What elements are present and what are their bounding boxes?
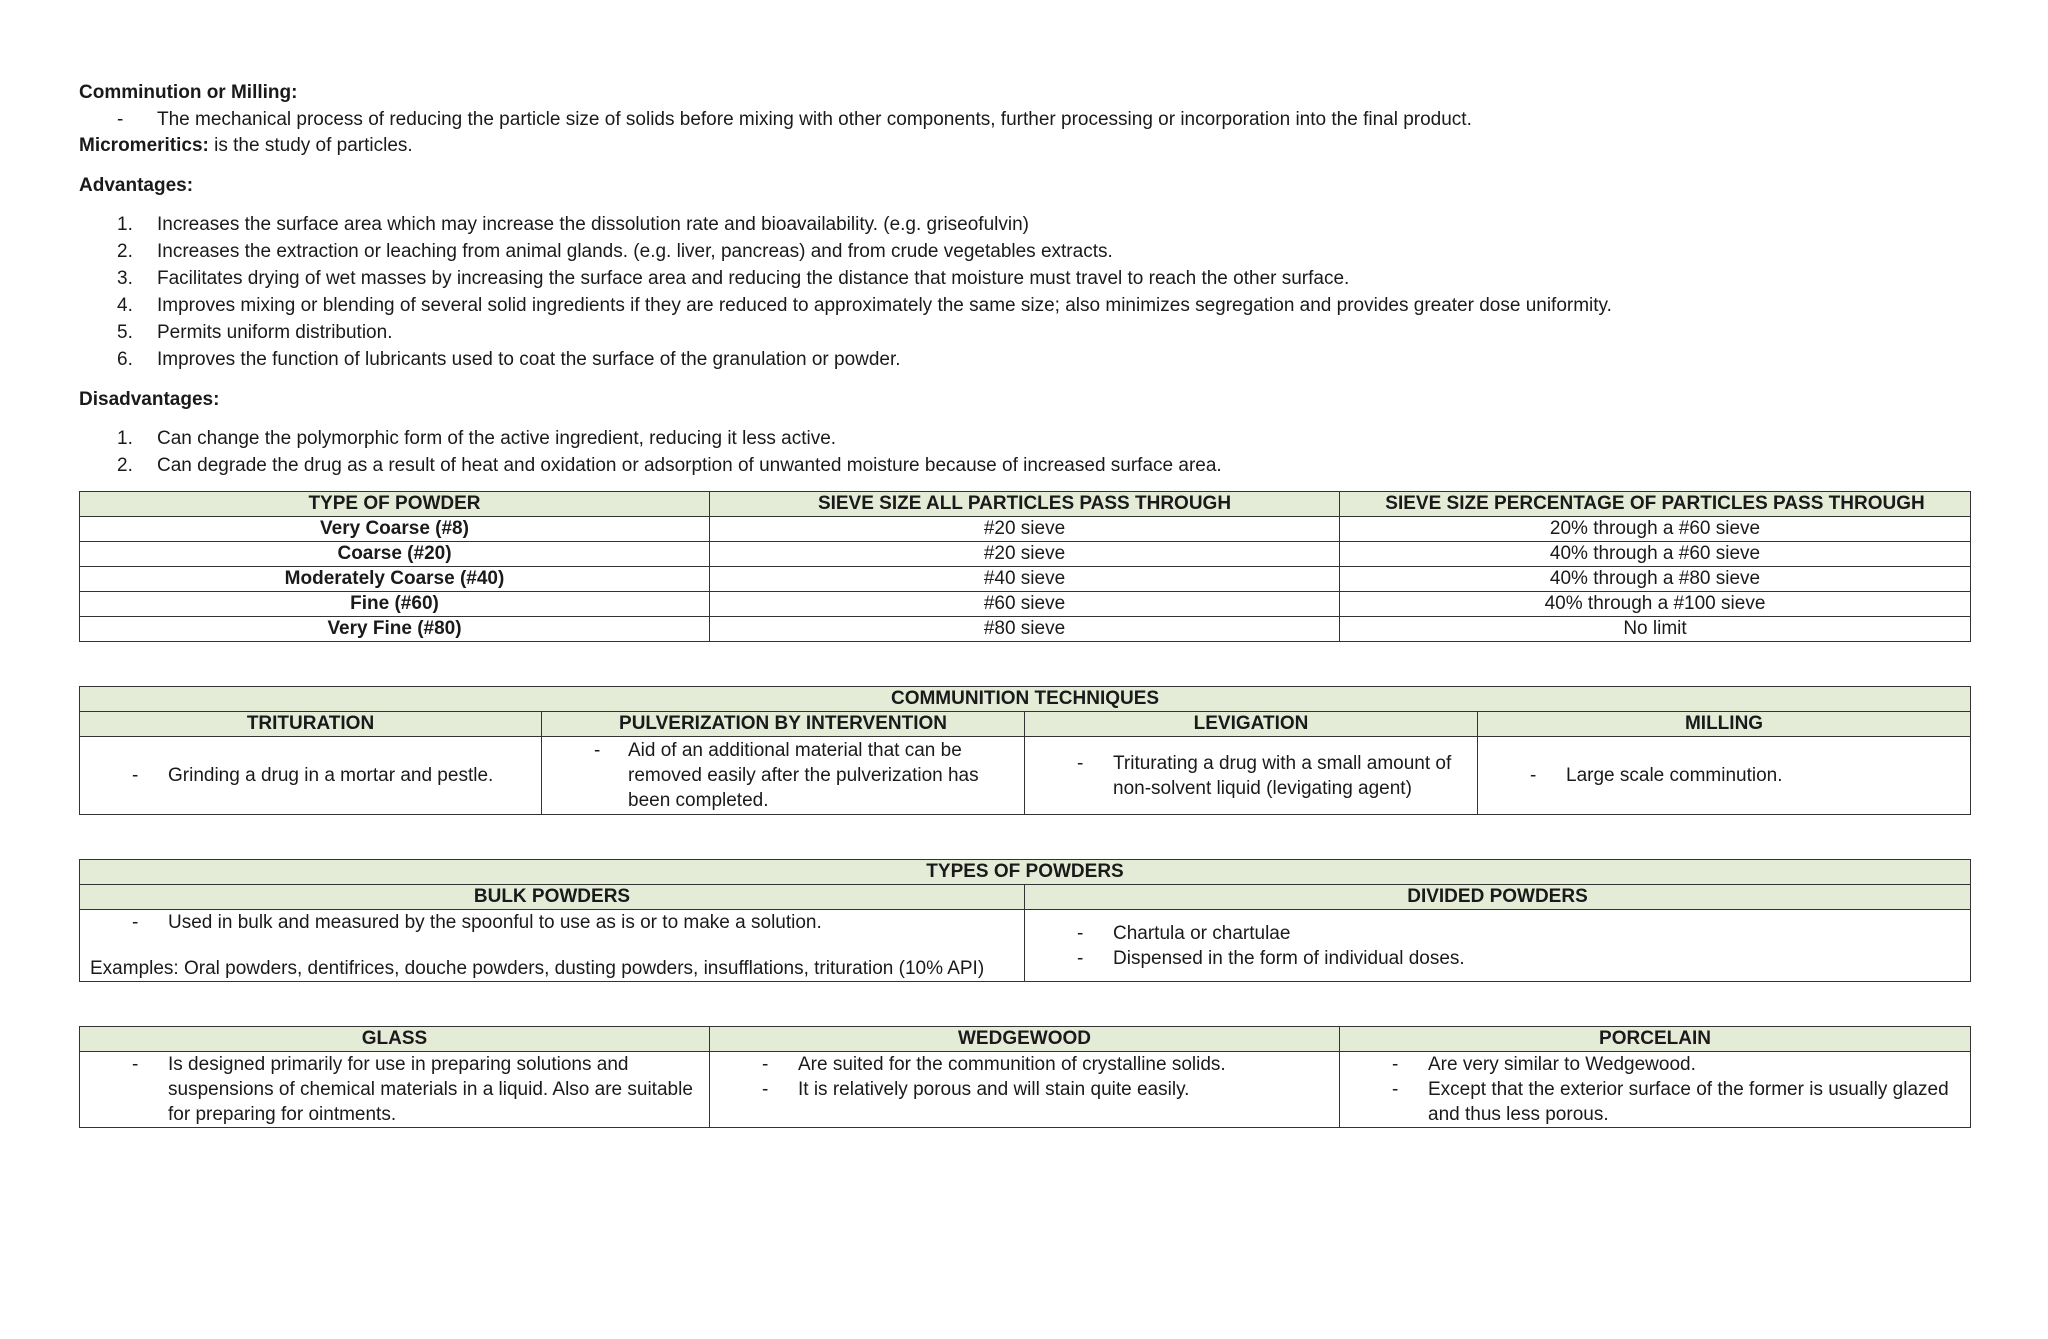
mortar-types-table bbox=[79, 1026, 1971, 1128]
table-cell: Moderately Coarse (#40) bbox=[80, 567, 710, 592]
table-header-row bbox=[80, 885, 1971, 910]
table-cell bbox=[80, 1052, 710, 1128]
column-header: TRITURATION bbox=[80, 712, 542, 737]
micromeritics-text: is the study of particles. bbox=[208, 135, 413, 156]
column-header: LEVIGATION bbox=[1025, 712, 1478, 737]
list-item: 1. Can change the polymorphic form of the active ingredient, reducing it less active. bbox=[117, 428, 837, 449]
table-header-row bbox=[80, 492, 1971, 517]
column-header: PULVERIZATION BY INTERVENTION bbox=[542, 712, 1025, 737]
advantages-list bbox=[79, 211, 1970, 373]
list-item: - Large scale comminution. bbox=[1484, 763, 1964, 788]
table-title: TYPES OF POWDERS bbox=[80, 860, 1971, 885]
table-cell: 40% through a #80 sieve bbox=[1340, 567, 1971, 592]
list-item: - Are suited for the communition of crystalline solids. bbox=[716, 1052, 1333, 1077]
table-cell: #20 sieve bbox=[710, 542, 1340, 567]
column-header: SIEVE SIZE ALL PARTICLES PASS THROUGH bbox=[710, 492, 1340, 517]
table-cell: No limit bbox=[1340, 617, 1971, 642]
table-row bbox=[80, 910, 1971, 982]
micromeritics-line bbox=[79, 133, 1970, 159]
table-title-row bbox=[80, 687, 1971, 712]
comminution-bullet: - The mechanical process of reducing the particle size of solids before mixing with other components, further processing or incorporation into the final product. bbox=[79, 106, 1970, 133]
bulk-examples: Examples: Oral powders, dentifrices, douche powders, dusting powders, insufflations, trituration (10% API) bbox=[90, 958, 985, 979]
list-item: - Is designed primarily for use in preparing solutions and suspensions of chemical materials in a liquid. Also are suitable for preparing for ointments. bbox=[86, 1052, 703, 1127]
list-item: - It is relatively porous and will stain quite easily. bbox=[716, 1077, 1333, 1102]
table-cell bbox=[710, 1052, 1340, 1128]
table-cell: #60 sieve bbox=[710, 592, 1340, 617]
comminution-bullets bbox=[79, 106, 1970, 133]
techniques-table bbox=[79, 686, 1971, 815]
table-cell: #20 sieve bbox=[710, 517, 1340, 542]
table-cell: 40% through a #100 sieve bbox=[1340, 592, 1971, 617]
table-cell bbox=[1340, 1052, 1971, 1128]
table-cell: 40% through a #60 sieve bbox=[1340, 542, 1971, 567]
powder-sieve-table bbox=[79, 491, 1971, 642]
list-item: 2. Increases the extraction or leaching from animal glands. (e.g. liver, pancreas) and from crude vegetables extracts. bbox=[117, 241, 1113, 262]
disadvantages-list bbox=[79, 425, 1970, 479]
table-row bbox=[80, 617, 1971, 642]
list-item: - Triturating a drug with a small amount of non-solvent liquid (levigating agent) bbox=[1031, 751, 1471, 801]
table-cell: Fine (#60) bbox=[80, 592, 710, 617]
table-cell bbox=[80, 910, 1025, 982]
table-cell: #80 sieve bbox=[710, 617, 1340, 642]
list-item: 3. Facilitates drying of wet masses by increasing the surface area and reducing the distance that moisture must travel to reach the other surface. bbox=[117, 268, 1350, 289]
table-cell bbox=[1025, 737, 1478, 815]
table-cell bbox=[1478, 737, 1971, 815]
list-item: - Aid of an additional material that can be removed easily after the pulverization has been completed. bbox=[548, 738, 1018, 813]
list-item: 1. Increases the surface area which may increase the dissolution rate and bioavailability. (e.g. griseofulvin) bbox=[117, 214, 1029, 235]
column-header: WEDGEWOOD bbox=[710, 1027, 1340, 1052]
column-header: MILLING bbox=[1478, 712, 1971, 737]
list-item: 5. Permits uniform distribution. bbox=[117, 322, 393, 343]
column-header: SIEVE SIZE PERCENTAGE OF PARTICLES PASS THROUGH bbox=[1340, 492, 1971, 517]
table-cell bbox=[80, 737, 542, 815]
document-content bbox=[79, 80, 1970, 1128]
column-header: DIVIDED POWDERS bbox=[1025, 885, 1971, 910]
types-of-powders-table bbox=[79, 859, 1971, 982]
column-header: PORCELAIN bbox=[1340, 1027, 1971, 1052]
column-header: GLASS bbox=[80, 1027, 710, 1052]
table-cell: #40 sieve bbox=[710, 567, 1340, 592]
advantages-heading: Advantages: bbox=[79, 175, 194, 196]
table-title: COMMUNITION TECHNIQUES bbox=[80, 687, 1971, 712]
table-row bbox=[80, 1052, 1971, 1128]
table-row bbox=[80, 592, 1971, 617]
table-cell: Very Fine (#80) bbox=[80, 617, 710, 642]
list-item: - Dispensed in the form of individual doses. bbox=[1031, 946, 1964, 971]
table-cell: Very Coarse (#8) bbox=[80, 517, 710, 542]
table-row bbox=[80, 737, 1971, 815]
list-item: - Chartula or chartulae bbox=[1031, 921, 1964, 946]
table-header-row bbox=[80, 1027, 1971, 1052]
disadvantages-heading: Disadvantages: bbox=[79, 389, 220, 410]
table-row bbox=[80, 542, 1971, 567]
table-cell: 20% through a #60 sieve bbox=[1340, 517, 1971, 542]
list-item: - Except that the exterior surface of the former is usually glazed and thus less porous. bbox=[1346, 1077, 1964, 1127]
list-item: - Are very similar to Wedgewood. bbox=[1346, 1052, 1964, 1077]
table-row bbox=[80, 567, 1971, 592]
list-item: - Grinding a drug in a mortar and pestle. bbox=[86, 763, 535, 788]
micromeritics-label: Micromeritics: bbox=[79, 135, 209, 156]
table-title-row bbox=[80, 860, 1971, 885]
table-header-row bbox=[80, 712, 1971, 737]
list-item: 6. Improves the function of lubricants used to coat the surface of the granulation or powder. bbox=[117, 349, 901, 370]
list-item: 4. Improves mixing or blending of several solid ingredients if they are reduced to approximately the same size; also minimizes segregation and provides greater dose uniformity. bbox=[117, 295, 1612, 316]
list-item: - Used in bulk and measured by the spoonful to use as is or to make a solution. bbox=[86, 910, 1018, 935]
table-row bbox=[80, 517, 1971, 542]
column-header: BULK POWDERS bbox=[80, 885, 1025, 910]
list-item: 2. Can degrade the drug as a result of heat and oxidation or adsorption of unwanted moisture because of increased surface area. bbox=[117, 455, 1222, 476]
comminution-heading: Comminution or Milling: bbox=[79, 82, 298, 103]
column-header: TYPE OF POWDER bbox=[80, 492, 710, 517]
table-cell: Coarse (#20) bbox=[80, 542, 710, 567]
table-cell bbox=[1025, 910, 1971, 982]
table-cell bbox=[542, 737, 1025, 815]
